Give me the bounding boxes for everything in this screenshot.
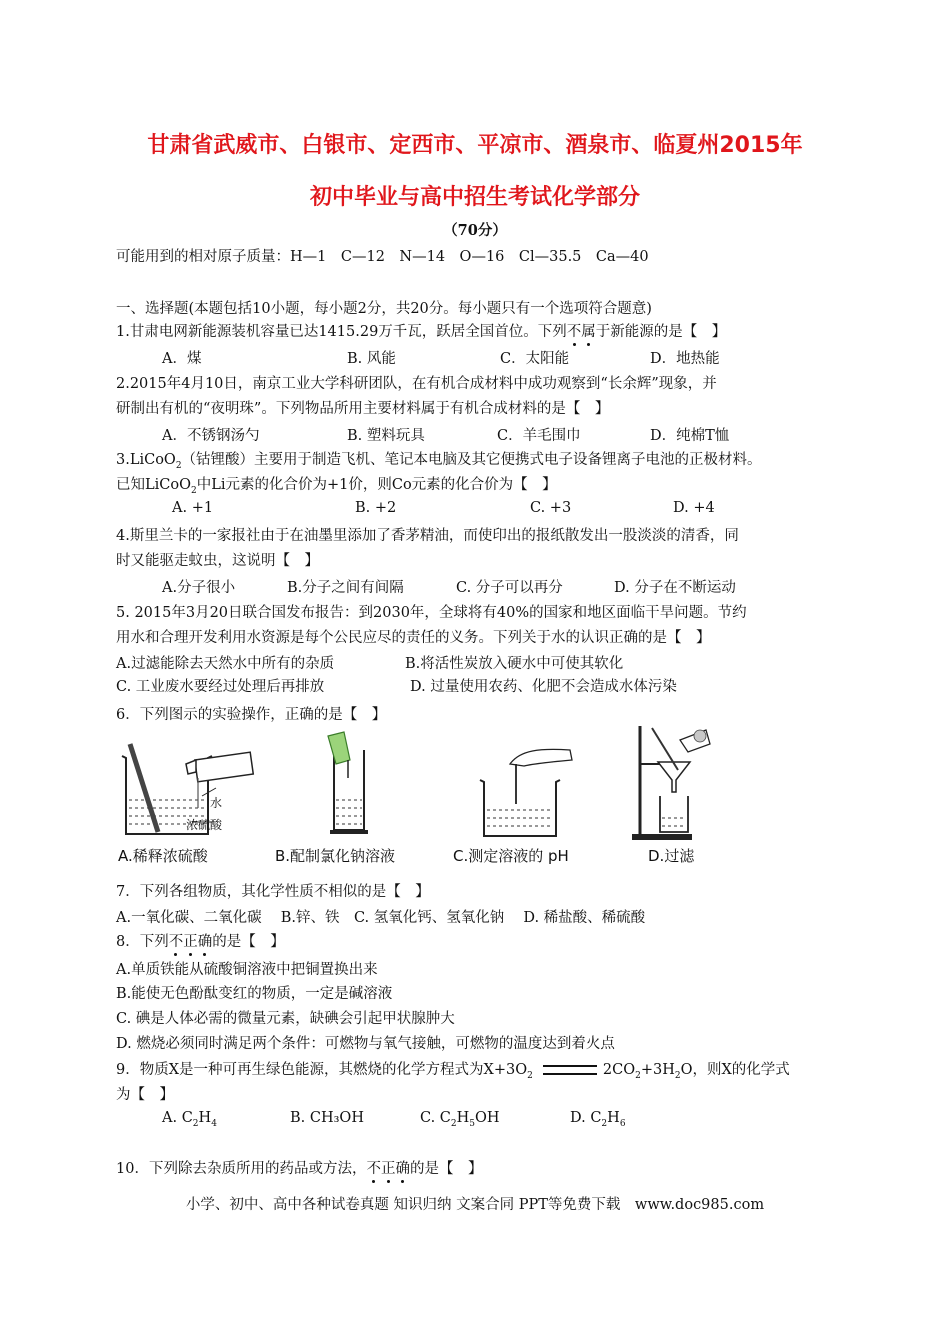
q1-option-a: A．煤 xyxy=(162,351,202,367)
q8-option-b: B.能使无色酚酞变红的物质，一定是碱溶液 xyxy=(116,986,393,1002)
q3-line-2: 已知LiCoO$_2$中Li元素的化合价为+1价，则Co元素的化合价为【 】 xyxy=(116,477,557,496)
q8-option-c: C. 碘是人体必需的微量元素，缺碘会引起甲状腺肿大 xyxy=(116,1011,455,1027)
q5-option-c: C. 工业废水要经过处理后再排放 xyxy=(116,679,325,695)
q6-stem: 6．下列图示的实验操作，正确的是【 】 xyxy=(116,707,387,723)
q3-option-d: D. +4 xyxy=(673,500,715,516)
q1-option-c: C．太阳能 xyxy=(500,351,570,367)
q4-line-2: 时又能驱走蚊虫，这说明【 】 xyxy=(116,553,319,569)
caption-a: A.稀释浓硫酸 xyxy=(118,847,208,865)
q7-stem: 7．下列各组物质，其化学性质不相似的是【 】 xyxy=(116,884,430,900)
q8-option-a: A.单质铁能从硫酸铜溶液中把铜置换出来 xyxy=(116,962,378,978)
q2-option-d: D．纯棉T恤 xyxy=(650,428,730,444)
section-heading: 一、选择题(本题包括10小题，每小题2分，共20分。每小题只有一个选项符合题意) xyxy=(116,301,652,317)
q1-stem: 1.甘肃电网新能源装机容量已达1415.29万千瓦，跃居全国首位。下列不属于新能源的是【 】 xyxy=(116,320,726,341)
q9-option-b: B. CH₃OH xyxy=(290,1110,364,1126)
q3-line-1: 3.LiCoO$_2$（钴锂酸）主要用于制造飞机、笔记本电脑及其它便携式电子设备锂离子电池的正极材料。 xyxy=(116,452,762,471)
q5-option-d: D. 过量使用农药、化肥不会造成水体污染 xyxy=(410,679,677,695)
q2-line-1: 2.2015年4月10日，南京工业大学科研团队，在有机合成材料中成功观察到“长余辉”现象，并 xyxy=(116,376,717,392)
q1-option-d: D．地热能 xyxy=(650,351,720,367)
q10-stem: 10．下列除去杂质所用的药品或方法，不正确的是【 】 xyxy=(116,1157,482,1178)
q5-option-b: B.将活性炭放入硬水中可使其软化 xyxy=(405,656,624,672)
q3-option-a: A. +1 xyxy=(172,500,214,516)
q5-option-a: A.过滤能除去天然水中所有的杂质 xyxy=(116,656,335,672)
caption-d: D.过滤 xyxy=(648,847,695,865)
q1-option-b: B. 风能 xyxy=(347,351,396,367)
figure-c-ph-test xyxy=(480,740,580,840)
q8-option-d: D. 燃烧必须同时满足两个条件：可燃物与氧气接触，可燃物的温度达到着火点 xyxy=(116,1036,615,1052)
figure-b-cylinder xyxy=(320,730,390,840)
footer-text: 小学、初中、高中各种试卷真题 知识归纳 文案合同 PPT等免费下载 www.doc985.com xyxy=(185,1197,765,1213)
q9-line-2: 为【 】 xyxy=(116,1087,174,1103)
q2-line-2: 研制出有机的“夜明珠”。下列物品所用主要材料属于有机合成材料的是【 】 xyxy=(116,401,610,417)
q7-options: A.一氧化碳、二氧化碳 B.锌、铁 C. 氢氧化钙、氢氧化钠 D. 稀盐酸、稀硫酸 xyxy=(116,910,646,926)
q3-option-c: C. +3 xyxy=(530,500,572,516)
caption-b: B.配制氯化钠溶液 xyxy=(275,847,396,865)
q9-option-a: A. $C_2H_4$ xyxy=(162,1110,217,1129)
q9-option-c: C. $C_2H_5OH$ xyxy=(420,1110,500,1129)
q4-option-a: A.分子很小 xyxy=(162,580,236,596)
q3-option-b: B. +2 xyxy=(355,500,397,516)
title-line-1: 甘肃省武威市、白银市、定西市、平凉市、酒泉市、临夏州2015年 xyxy=(147,133,803,158)
caption-c: C.测定溶液的 pH xyxy=(453,847,569,865)
q2-option-b: B. 塑料玩具 xyxy=(347,428,425,444)
score-note: （70分） xyxy=(443,222,507,239)
figure-d-filtration xyxy=(630,722,720,842)
q5-line-1: 5. 2015年3月20日联合国发布报告：到2030年，全球将有40%的国家和地区面临干旱问题。节约 xyxy=(116,605,747,621)
q4-option-d: D. 分子在不断运动 xyxy=(614,580,736,596)
q9-option-d: D. $C_2H_6$ xyxy=(570,1110,626,1129)
q4-option-b: B.分子之间有间隔 xyxy=(287,580,404,596)
q4-line-1: 4.斯里兰卡的一家报社由于在油墨里添加了香茅精油，而使印出的报纸散发出一股淡淡的清香，同 xyxy=(116,528,739,544)
figure-a-water-label: 水 xyxy=(210,796,223,810)
q9-line-1: 9．物质X是一种可再生绿色能源，其燃烧的化学方程式为$X+3O_2$ $2CO_2+3H_2O$，则X的化学式 xyxy=(116,1062,790,1081)
atomic-masses: 可能用到的相对原子质量：H—1 C—12 N—14 O—16 Cl—35.5 Ca—40 xyxy=(116,249,649,265)
figure-a-acid-label: 浓硫酸 xyxy=(186,818,223,832)
q2-option-c: C．羊毛围巾 xyxy=(497,428,581,444)
q4-option-c: C. 分子可以再分 xyxy=(456,580,563,596)
equation-arrow xyxy=(543,1065,597,1075)
q8-stem: 8．下列不正确的是【 】 xyxy=(116,930,285,951)
q2-option-a: A．不锈钢汤勺 xyxy=(162,428,260,444)
q5-line-2: 用水和合理开发利用水资源是每个公民应尽的责任的义务。下列关于水的认识正确的是【 】 xyxy=(116,630,711,646)
title-line-2: 初中毕业与高中招生考试化学部分 xyxy=(309,185,640,210)
